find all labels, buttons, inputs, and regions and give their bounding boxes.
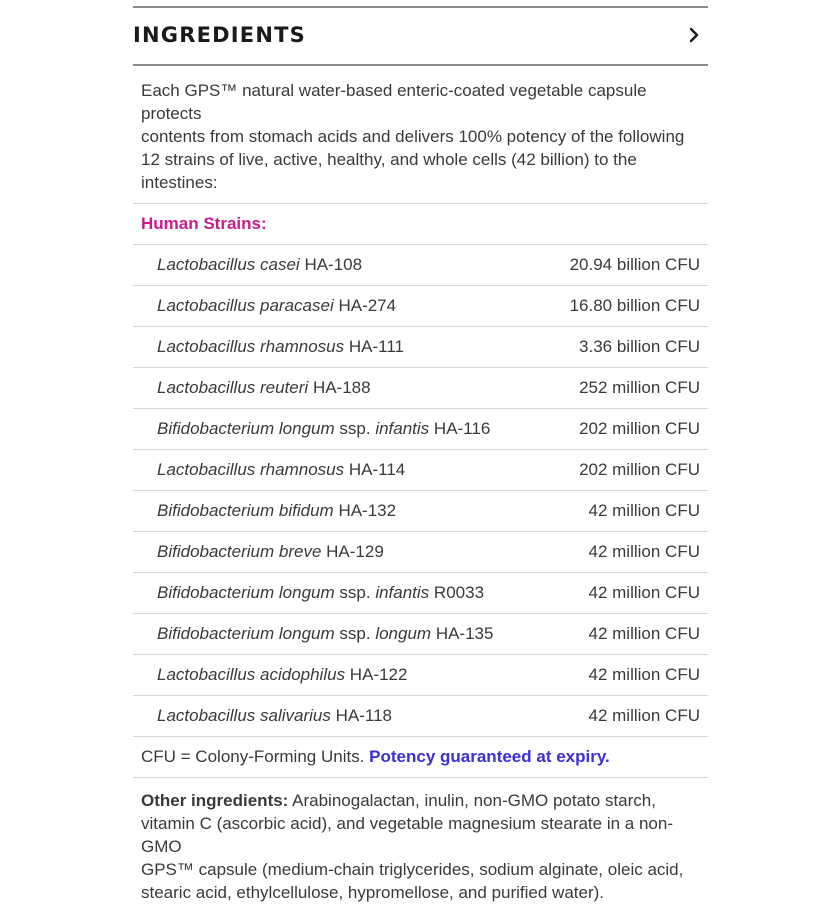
other-ingredients-line: vitamin C (ascorbic acid), and vegetable magnesium stearate in a non-GMO (141, 814, 673, 856)
strain-amount: 42 million CFU (588, 624, 700, 643)
strain-amount: 202 million CFU (579, 460, 700, 479)
strain-code: HA-114 (348, 460, 406, 479)
strain-genus: Lactobacillus paracasei (157, 296, 334, 315)
strain-code: HA-274 (338, 296, 397, 315)
strain-code: HA-118 (335, 706, 392, 725)
strain-code: HA-188 (312, 378, 371, 397)
strain-row (133, 532, 708, 573)
strain-amount: 42 million CFU (588, 501, 700, 520)
strain-name (157, 491, 396, 531)
strain-genus: Lactobacillus rhamnosus (157, 337, 345, 356)
strain-row (133, 245, 708, 286)
strain-genus: Lactobacillus salivarius (157, 706, 331, 725)
strain-amount: 42 million CFU (588, 583, 700, 602)
strain-name (157, 286, 396, 326)
strain-row (133, 286, 708, 327)
strain-row (133, 655, 708, 696)
strain-row (133, 327, 708, 368)
strain-code: HA-135 (435, 624, 494, 643)
ingredients-panel (133, 6, 708, 904)
strain-name (157, 532, 384, 572)
strain-amount: 42 million CFU (588, 665, 700, 684)
potency-guarantee: Potency guaranteed at expiry. (369, 747, 610, 766)
strain-subspecies: infantis (375, 419, 430, 438)
strain-amount: 16.80 billion CFU (569, 296, 700, 315)
strain-row (133, 491, 708, 532)
strain-genus: Bifidobacterium longum (157, 419, 335, 438)
cfu-note (133, 737, 708, 778)
other-ingredients (133, 778, 708, 904)
strain-genus: Bifidobacterium longum (157, 624, 335, 643)
strain-name (157, 614, 493, 654)
strain-genus: Bifidobacterium longum (157, 583, 335, 602)
strain-name (157, 573, 484, 613)
strain-row (133, 696, 708, 737)
strain-ssp: ssp. (339, 583, 371, 602)
strain-code: HA-108 (304, 255, 363, 274)
section-title: INGREDIENTS (133, 23, 306, 47)
strain-amount: 3.36 billion CFU (579, 337, 700, 356)
strain-subspecies: infantis (375, 583, 430, 602)
strain-row (133, 368, 708, 409)
strain-amount: 42 million CFU (588, 706, 700, 725)
strain-name (157, 655, 407, 695)
intro-line: Each GPS™ natural water-based enteric-coated vegetable capsule protects (141, 81, 647, 123)
strain-name (157, 245, 362, 285)
strain-code: HA-111 (348, 337, 404, 356)
strain-genus: Bifidobacterium bifidum (157, 501, 334, 520)
strain-name (157, 696, 392, 736)
chevron-right-icon[interactable] (684, 24, 704, 46)
strain-genus: Bifidobacterium breve (157, 542, 322, 561)
intro-text (133, 66, 708, 204)
other-ingredients-line: Arabinogalactan, inulin, non-GMO potato starch, (288, 791, 656, 810)
intro-line: 12 strains of live, active, healthy, and whole cells (42 billion) to the intestines: (141, 150, 637, 192)
strain-amount: 42 million CFU (588, 542, 700, 561)
strain-code: HA-116 (433, 419, 491, 438)
strain-code: HA-132 (338, 501, 397, 520)
strain-amount: 20.94 billion CFU (569, 255, 700, 274)
strain-row (133, 614, 708, 655)
strain-row (133, 409, 708, 450)
other-ingredients-label: Other ingredients: (141, 791, 289, 810)
strain-ssp: ssp. (339, 624, 371, 643)
strain-subspecies: longum (375, 624, 432, 643)
strain-amount: 252 million CFU (579, 378, 700, 397)
other-ingredients-line: GPS™ capsule (medium-chain triglycerides, sodium alginate, oleic acid, (141, 860, 684, 879)
strain-ssp: ssp. (339, 419, 371, 438)
strain-name (157, 327, 404, 367)
strain-amount: 202 million CFU (579, 419, 700, 438)
other-ingredients-line: stearic acid, ethylcellulose, hypromellose, and purified water). (141, 883, 605, 902)
strain-row (133, 573, 708, 614)
strain-code: HA-122 (349, 665, 408, 684)
ingredients-header[interactable] (133, 8, 708, 66)
strain-list (133, 245, 708, 737)
strain-genus: Lactobacillus casei (157, 255, 300, 274)
strain-name (157, 368, 371, 408)
strain-name (157, 450, 405, 490)
strain-genus: Lactobacillus rhamnosus (157, 460, 345, 479)
strain-row (133, 450, 708, 491)
intro-line: contents from stomach acids and delivers 100% potency of the following (141, 127, 685, 146)
strain-name (157, 409, 490, 449)
strain-code: R0033 (433, 583, 485, 602)
strain-genus: Lactobacillus reuteri (157, 378, 309, 397)
cfu-definition: CFU = Colony-Forming Units. (141, 747, 365, 766)
human-strains-heading: Human Strains: (133, 204, 708, 245)
strain-genus: Lactobacillus acidophilus (157, 665, 346, 684)
strain-code: HA-129 (326, 542, 384, 561)
